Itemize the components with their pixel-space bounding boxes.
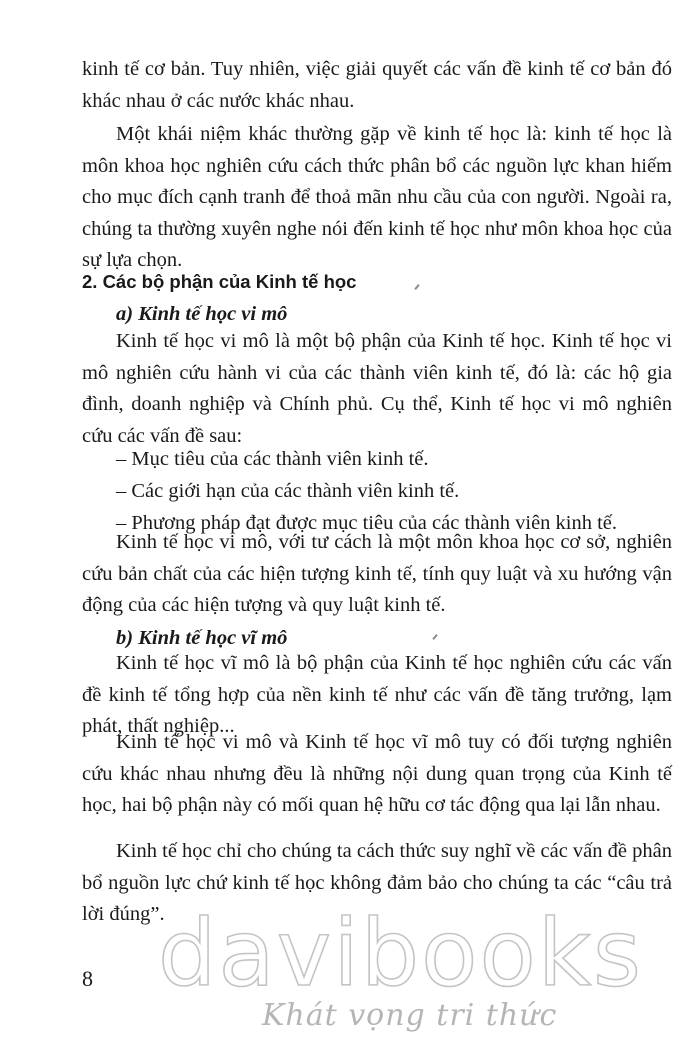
- subheading-micro: a) Kinh tế học vi mô: [116, 303, 288, 325]
- subheading-macro: b) Kinh tế học vĩ mô: [116, 627, 288, 649]
- scan-speck: [414, 284, 419, 290]
- paragraph-macro-intro: Kinh tế học vĩ mô là bộ phận của Kinh tế học nghiên cứu các vấn đề kinh tế tổng hợp của nền kinh tế như các vấn đề tăng trưởng, lạm phát, thất nghiệp...: [82, 652, 672, 737]
- watermark-logo: davibooks: [158, 900, 643, 1007]
- section-heading: 2. Các bộ phận của Kinh tế học: [82, 271, 357, 292]
- bullet-item: – Mục tiêu của các thành viên kinh tế.: [116, 448, 429, 470]
- scan-speck: [432, 634, 437, 640]
- bullet-item: – Các giới hạn của các thành viên kinh tế.: [116, 480, 460, 502]
- page-number: 8: [82, 966, 93, 991]
- bullet-item: – Phương pháp đạt được mục tiêu của các thành viên kinh tế.: [116, 512, 618, 534]
- paragraph-micro-macro-relation: Kinh tế học vi mô và Kinh tế học vĩ mô tuy có đối tượng nghiên cứu khác nhau nhưng đều là những nội dung quan trọng của Kinh tế học, hai bộ phận này có mối quan hệ hữu cơ tác động qua lại lẫn nhau.: [82, 731, 672, 816]
- paragraph-continuation: kinh tế cơ bản. Tuy nhiên, việc giải quyết các vấn đề kinh tế cơ bản đó khác nhau ở các nước khác nhau.: [82, 58, 672, 112]
- paragraph-definition: Một khái niệm khác thường gặp về kinh tế học là: kinh tế học là môn khoa học nghiên cứu cách thức phân bổ các nguồn lực khan hiếm cho mục đích cạnh tranh để thoả mãn nhu cầu của con người. Ngoài ra, chúng ta thường xuyên nghe nói đến kinh tế học như môn khoa học của sự lựa chọn.: [82, 123, 672, 271]
- paragraph-micro-intro: Kinh tế học vi mô là một bộ phận của Kinh tế học. Kinh tế học vi mô nghiên cứu hành vi của các thành viên kinh tế, đó là: các hộ gia đình, doanh nghiệp và Chính phủ. Cụ thể, Kinh tế học vi mô nghiên cứu các vấn đề sau:: [82, 330, 672, 447]
- paragraph-conclusion: Kinh tế học chỉ cho chúng ta cách thức suy nghĩ về các vấn đề phân bổ nguồn lực chứ kinh tế học không đảm bảo cho chúng ta các “câu trả lời đúng”.: [82, 840, 672, 925]
- watermark-slogan: Khát vọng tri thức: [262, 998, 558, 1033]
- paragraph-micro-nature: Kinh tế học vi mô, với tư cách là một môn khoa học cơ sở, nghiên cứu bản chất của các hiện tượng kinh tế, tính quy luật và xu hướng vận động của các hiện tượng và quy luật kinh tế.: [82, 531, 672, 616]
